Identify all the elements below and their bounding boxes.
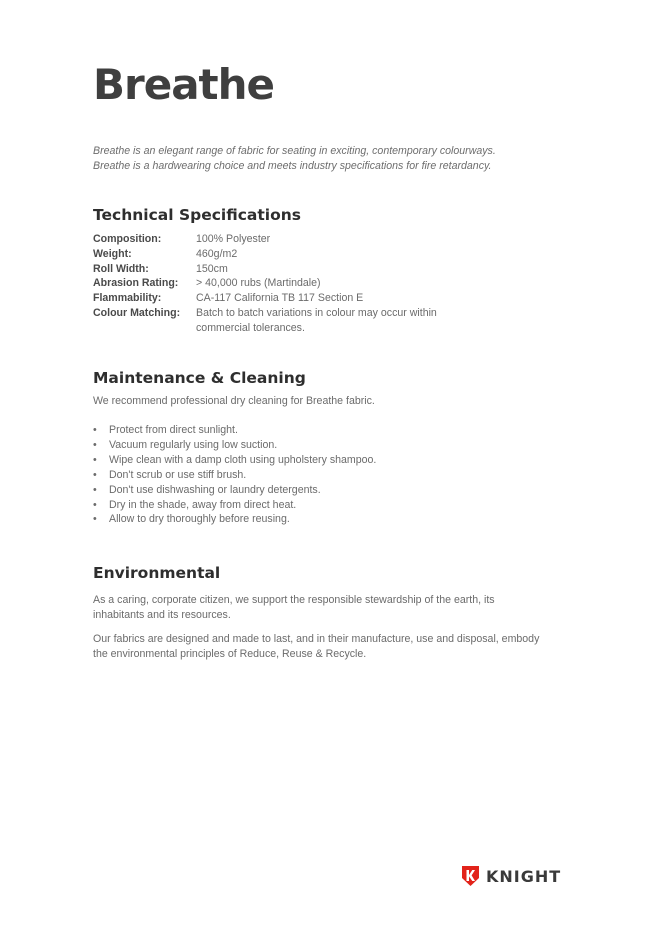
environmental-paragraph: Our fabrics are designed and made to last, and in their manufacture, use and disposal, embody the environmental principles of Reduce, Reuse & Recycle. <box>93 633 540 660</box>
spec-label: Flammability: <box>93 292 162 305</box>
list-item-text: Don't use dishwashing or laundry detergents. <box>109 483 321 496</box>
spec-label: Roll Width: <box>93 262 149 275</box>
bullet-icon: • <box>93 483 97 496</box>
environmental-heading: Environmental <box>93 564 221 582</box>
list-item <box>93 483 563 498</box>
list-item-text: Protect from direct sunlight. <box>109 424 238 436</box>
spec-label: Colour Matching: <box>93 306 181 319</box>
spec-row <box>93 291 563 306</box>
spec-row <box>93 306 563 336</box>
spec-value: 100% Polyester <box>196 233 271 245</box>
list-item-text: Don't scrub or use stiff brush. <box>109 468 247 481</box>
spec-label: Weight: <box>93 247 132 260</box>
spec-label: Composition: <box>93 233 162 245</box>
knight-shield-icon <box>462 866 479 886</box>
list-item <box>93 438 563 453</box>
bullet-icon: • <box>93 438 97 451</box>
list-item <box>93 498 563 513</box>
list-item <box>93 423 563 438</box>
intro-line: Breathe is an elegant range of fabric for seating in exciting, contemporary colourways. <box>93 145 496 157</box>
list-item <box>93 512 563 527</box>
specifications-heading: Technical Specifications <box>93 206 301 224</box>
bullet-icon: • <box>93 453 97 466</box>
spec-row <box>93 247 563 262</box>
spec-value: CA-117 California TB 117 Section E <box>196 292 364 305</box>
brand-name: KNIGHT <box>486 866 562 886</box>
list-item-text: Vacuum regularly using low suction. <box>109 438 278 451</box>
maintenance-heading: Maintenance & Cleaning <box>93 369 306 387</box>
spec-value: > 40,000 rubs (Martindale) <box>196 277 321 290</box>
list-item-text: Dry in the shade, away from direct heat. <box>109 498 297 511</box>
spec-row <box>93 232 563 247</box>
bullet-icon: • <box>93 468 97 481</box>
maintenance-intro: We recommend professional dry cleaning for Breathe fabric. <box>93 395 375 407</box>
spec-row <box>93 276 563 291</box>
specifications-table <box>93 232 563 336</box>
intro-line: Breathe is a hardwearing choice and meets industry specifications for fire retardancy. <box>93 160 492 172</box>
list-item-text: Allow to dry thoroughly before reusing. <box>109 513 290 526</box>
care-instructions-list <box>93 423 563 527</box>
spec-value: 460g/m2 <box>196 247 238 260</box>
list-item <box>93 453 563 468</box>
bullet-icon: • <box>93 513 97 526</box>
brand-logo <box>462 866 561 886</box>
spec-value: 150cm <box>196 262 228 275</box>
spec-label: Abrasion Rating: <box>93 277 179 290</box>
bullet-icon: • <box>93 424 97 436</box>
bullet-icon: • <box>93 498 97 511</box>
environmental-paragraph: As a caring, corporate citizen, we support the responsible stewardship of the earth, its inhabitants and its resources. <box>93 594 495 621</box>
intro-text <box>93 144 563 174</box>
list-item <box>93 468 563 483</box>
spec-row <box>93 262 563 277</box>
page-title: Breathe <box>93 60 275 109</box>
spec-value: Batch to batch variations in colour may occur within commercial tolerances. <box>196 306 437 334</box>
list-item-text: Wipe clean with a damp cloth using upholstery shampoo. <box>109 453 377 466</box>
